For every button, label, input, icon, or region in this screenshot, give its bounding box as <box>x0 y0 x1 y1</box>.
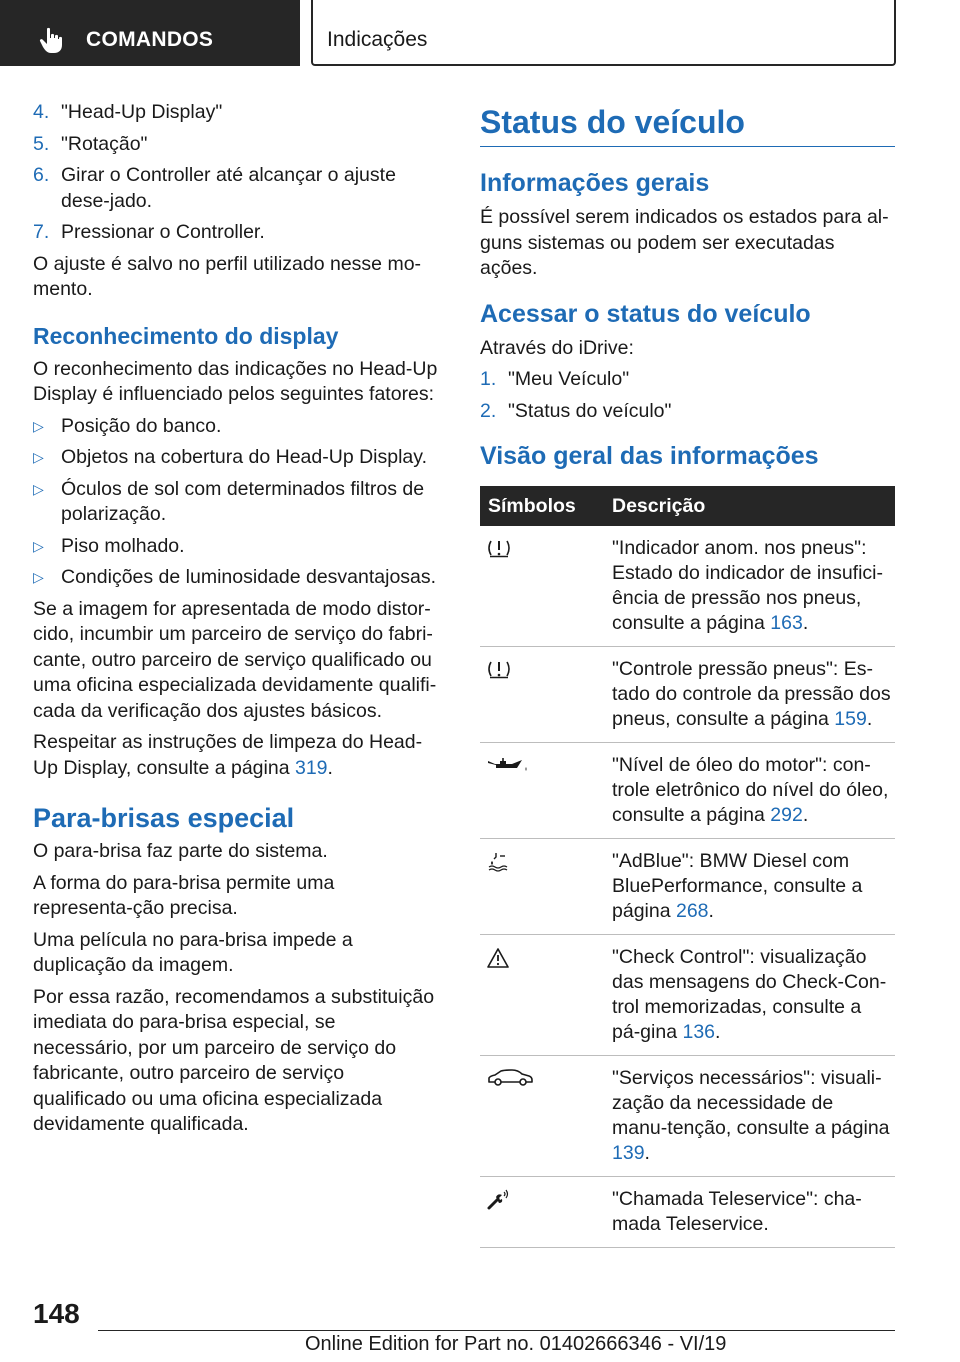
table-row <box>480 1177 895 1248</box>
description-text: "Check Control": visualização das mensagens do Check-Con-trol memorizadas, consulte a pá-gina <box>612 946 887 1043</box>
description-text: "Chamada Teleservice": cha-mada Teleservice. <box>612 1188 862 1235</box>
cleaning-text: Respeitar as instruções de limpeza do Head-Up Display, consulte a página <box>33 731 423 779</box>
table-header-row <box>480 486 895 526</box>
paragraph-access: Através do iDrive: <box>480 336 634 359</box>
symbol-cell <box>480 526 608 647</box>
step-text: "Rotação" <box>61 132 148 155</box>
table-row <box>480 526 895 647</box>
list-item <box>33 534 438 560</box>
symbol-cell <box>480 839 608 935</box>
page-link[interactable]: 268 <box>675 900 709 922</box>
section-label: COMANDOS <box>86 28 214 51</box>
column-header-symbols: Símbolos <box>480 486 608 526</box>
steps-list <box>33 100 438 246</box>
paragraph-cleaning: Respeitar as instruções de limpeza do Head-Up Display, consulte a página 319. <box>33 731 423 779</box>
bullet-text: Condições de luminosidade desvantajosas. <box>61 566 437 588</box>
step-number: 7. <box>33 221 50 243</box>
engine-oil-icon <box>486 755 532 775</box>
table-row <box>480 743 895 839</box>
step-text: Girar o Controller até alcançar o ajuste dese-jado. <box>61 164 396 212</box>
description-cell <box>608 1177 895 1248</box>
symbol-cell <box>480 1177 608 1248</box>
step-number: 6. <box>33 164 50 186</box>
bullet-triangle-icon: ▷ <box>33 449 44 465</box>
description-cell: "Check Control": visualização das mensagens do Check-Con-trol memorizadas, consulte a pá-gina 136. <box>608 935 895 1056</box>
symbol-cell <box>480 935 608 1056</box>
paragraph-windshield-4: Por essa razão, recomendamos a substituição imediata do para-brisa especial, se necessário, por um parceiro de serviço do fabricante, outro parceiro de serviço qualificado ou uma oficina especializada devidamente qualificada. <box>33 985 435 1135</box>
list-item <box>33 477 438 528</box>
description-cell: "Controle pressão pneus": Es-tado do controle da pressão dos pneus, consulte a página 159. <box>608 647 895 743</box>
column-header-description: Descrição <box>608 486 895 526</box>
list-item <box>480 399 895 425</box>
paragraph-windshield-3: Uma película no para-brisa impede a duplicação da imagem. <box>33 928 353 976</box>
page-title: Status do veículo <box>480 100 895 147</box>
bullet-text: Óculos de sol com determinados filtros de polarização. <box>61 477 425 525</box>
table-row <box>480 647 895 743</box>
table-row <box>480 839 895 935</box>
symbol-cell <box>480 647 608 743</box>
paragraph-windshield-2: A forma do para-brisa permite uma representa-ção precisa. <box>33 871 335 919</box>
paragraph-saved: O ajuste é salvo no perfil utilizado nesse mo-mento. <box>33 252 422 300</box>
step-text: "Status do veículo" <box>508 399 672 422</box>
step-number: 4. <box>33 101 50 123</box>
page-link[interactable]: 163 <box>770 612 803 634</box>
adblue-icon <box>486 851 510 873</box>
chapter-label: Indicações <box>327 28 428 51</box>
heading-recognition: Reconhecimento do display <box>33 322 339 349</box>
step-text: Pressionar o Controller. <box>61 221 265 243</box>
description-cell: "AdBlue": BMW Diesel com BluePerformance, consulte a página 268. <box>608 839 895 935</box>
section-tab[interactable] <box>0 0 300 66</box>
bullet-triangle-icon: ▷ <box>33 537 44 554</box>
footer-divider <box>98 1330 895 1331</box>
page-number: 148 <box>33 1298 80 1329</box>
bullet-text: Piso molhado. <box>61 534 185 557</box>
description-cell: "Indicador anom. nos pneus": Estado do indicador de insufici-ência de pressão nos pneus, consulte a página 163. <box>608 526 895 647</box>
heading-overview: Visão geral das informações <box>480 442 819 470</box>
symbol-cell <box>480 743 608 839</box>
paragraph-general: É possível serem indicados os estados para al-guns sistemas ou podem ser executadas ações. <box>480 206 889 279</box>
access-steps-list <box>480 367 895 424</box>
status-table <box>480 486 895 1248</box>
right-column <box>480 100 895 1248</box>
heading-access: Acessar o status do veículo <box>480 299 811 328</box>
list-item <box>33 132 438 158</box>
page-link[interactable]: 292 <box>770 804 803 826</box>
chapter-tab[interactable] <box>311 0 896 66</box>
car-service-icon <box>486 1068 534 1088</box>
edition-text: Online Edition for Part no. 01402666346 - VI/19 <box>305 1333 727 1355</box>
page-header <box>0 0 960 66</box>
table-row <box>480 935 895 1056</box>
step-text: "Head-Up Display" <box>61 101 223 123</box>
bullet-triangle-icon: ▷ <box>33 417 44 434</box>
bullet-text: Objetos na cobertura do Head-Up Display. <box>61 446 427 468</box>
left-column <box>33 100 438 1144</box>
list-item <box>33 565 438 591</box>
step-text: "Meu Veículo" <box>508 368 630 390</box>
description-text: "Controle pressão pneus": Es-tado do controle da pressão dos pneus, consulte a página <box>612 658 891 730</box>
list-item <box>33 163 438 214</box>
paragraph-distorted: Se a imagem for apresentada de modo distor-cido, incumbir um parceiro de serviço do fabri-cante, outro parceiro de serviço qualificado ou uma oficina especializada devidamente qualifi-cada da verificação dos ajustes básicos. <box>33 597 437 722</box>
description-cell: "Nível de óleo do motor": con-trole eletrônico do nível do óleo, consulte a página 292. <box>608 743 895 839</box>
page-link[interactable]: 319 <box>294 756 328 779</box>
page-link[interactable]: 159 <box>834 708 867 730</box>
description-text: "Nível de óleo do motor": con-trole eletrônico do nível do óleo, consulte a página <box>612 754 889 826</box>
list-item <box>33 220 438 246</box>
pointing-hand-icon <box>38 26 66 54</box>
page-link[interactable]: 136 <box>682 1021 716 1043</box>
teleservice-wrench-icon <box>486 1189 512 1211</box>
step-number: 5. <box>33 132 50 155</box>
warning-triangle-icon <box>486 947 510 969</box>
description-cell: "Serviços necessários": visuali-zação da necessidade de manu-tenção, consulte a página 139. <box>608 1056 895 1177</box>
list-item <box>33 100 438 126</box>
list-item <box>33 445 438 471</box>
bullet-triangle-icon: ▷ <box>33 569 44 585</box>
paragraph-recognition: O reconhecimento das indicações no Head-Up Display é influenciado pelos seguintes fatores: <box>33 357 438 405</box>
list-item <box>33 414 438 440</box>
heading-windshield: Para-brisas especial <box>33 803 295 833</box>
bullet-text: Posição do banco. <box>61 414 222 437</box>
step-number: 2. <box>480 399 497 422</box>
heading-general: Informações gerais <box>480 169 710 197</box>
tire-pressure-indicator-icon <box>486 538 512 558</box>
list-item <box>480 367 895 393</box>
table-row <box>480 1056 895 1177</box>
description-text: "Serviços necessários": visuali-zação da necessidade de manu-tenção, consulte a página <box>612 1067 890 1139</box>
paragraph-windshield-1: O para-brisa faz parte do sistema. <box>33 840 328 862</box>
step-number: 1. <box>480 368 497 390</box>
symbol-cell <box>480 1056 608 1177</box>
description-text: "Indicador anom. nos pneus": Estado do indicador de insufici-ência de pressão nos pneus, consulte a página <box>612 537 883 634</box>
page-link[interactable]: 139 <box>612 1142 645 1164</box>
tire-pressure-monitor-icon <box>486 659 512 679</box>
bullet-triangle-icon: ▷ <box>33 480 44 497</box>
factors-list <box>33 414 438 591</box>
description-text: "AdBlue": BMW Diesel com BluePerformance, consulte a página <box>612 850 863 922</box>
